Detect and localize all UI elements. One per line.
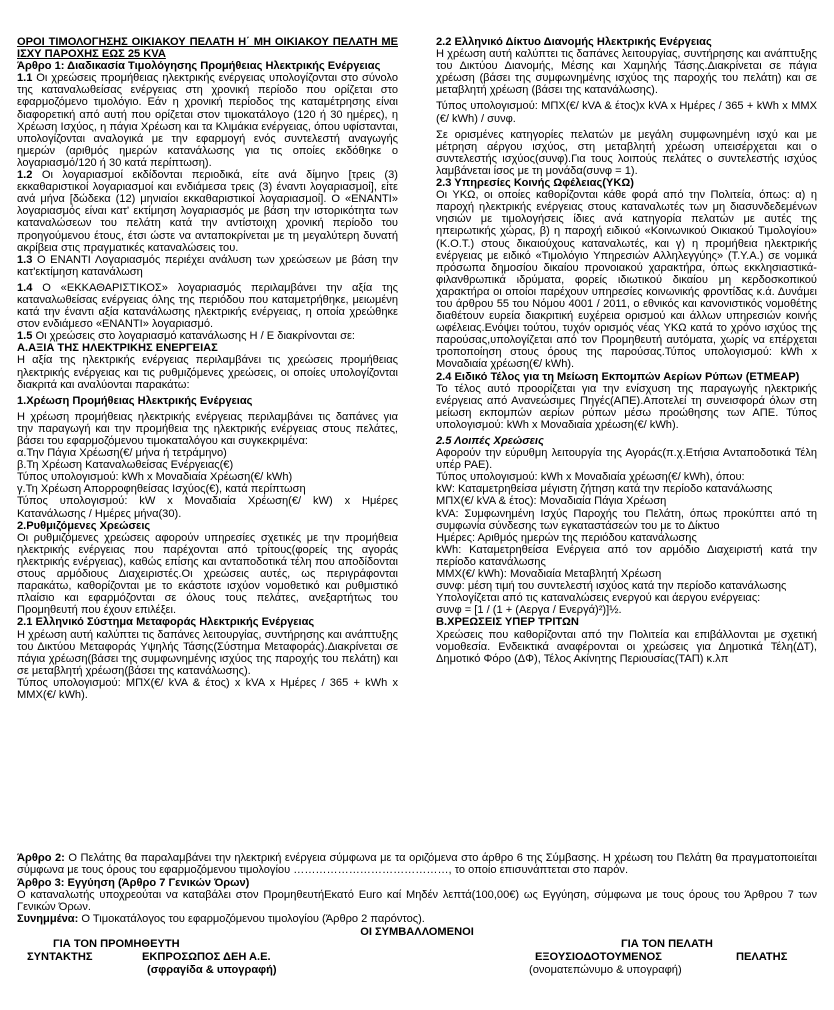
definition-kva: kVA: Συμφωνημένη Ισχύς Παροχής του Πελάτη, όπως προκύπτει από τη συμφωνία σύνδεσης των εγκαταστάσεών του με το Δίκτυο — [436, 507, 817, 532]
author-label: ΣΥΝΤΑΚΤΗΣ — [27, 951, 93, 964]
paragraph-1-2 — [17, 169, 398, 254]
distribution-formula: Τύπος υπολογισμού: ΜΠΧ(€/ kVA & έτος)x kVA x Ημέρες / 365 + kWh x ΜΜΧ (€/ kWh) / συνφ. — [436, 100, 817, 125]
distribution-note: Σε ορισμένες κατηγορίες πελατών με μεγάλη συμφωνημένη ισχύ και με μέτρηση αέργου ισχύος, στη μεταβλητή χρέωση υπεισέρχεται και ο συντελεστής ισχύος(συνφ).Για τους λοιπούς πελάτες ο συντελεστής ισχύος λαμβάνεται ίσος με τη μονάδα(συνφ = 1). — [436, 128, 817, 177]
paragraph-text: Ο ΕΝΑΝΤΙ Λογαριασμός περιέχει ανάλυση των χρεώσεων με βάση την κατ'εκτίμηση κατανάλωση — [17, 253, 398, 278]
for-supplier-label: ΓΙΑ ΤΟΝ ΠΡΟΜΗΘΕΥΤΗ — [53, 938, 180, 951]
energy-formula-line: Τύπος υπολογισμού: kWh x Μοναδιαία Χρέωση(€/ kWh) — [17, 471, 293, 484]
paragraph-number: 1.3 — [17, 253, 33, 266]
document-title: ΟΡΟΙ ΤΙΜΟΛΟΓΗΣΗΣ ΟΙΚΙΑΚΟΥ ΠΕΛΑΤΗ Η΄ ΜΗ ΟΙΚΙΑΚΟΥ ΠΕΛΑΤΗ ΜΕ ΙΣΧΥ ΠΑΡΟΧΗΣ ΕΩΣ 25 KVA — [17, 36, 398, 61]
regulated-charges-text: Οι ρυθμιζόμενες χρεώσεις αφορούν υπηρεσίες σχετικές με την προμήθεια ηλεκτρικής ενέργειας που παρέχονται από τρίτους(φορείς της αγοράς ηλεκτρικής ενέργειας), καθώς επίσης και ανταποδοτικά τέλη που αποδίδονται στους αρμόδιους Διαχειριστές.Οι χρεώσεις αυτές, ως περιγράφονται παρακάτω, καθορίζονται με το εκάστοτε ισχύον νομοθετικό και ρυθμιστικό πλαίσιο και εφαρμόζονται σε όλους τους πελάτες, ανεξαρτήτως του Προμηθευτή που έχουν επιλέξει. — [17, 531, 398, 617]
paragraph-1-1 — [17, 72, 398, 169]
regulated-charges-heading: 2.Ρυθμιζόμενες Χρεώσεις — [17, 519, 151, 532]
right-column — [436, 36, 817, 665]
paragraph-text: Οι λογαριασμοί εκδίδονται περιοδικά, είτε ανά δίμηνο [τρεις (3) εκκαθαριστικοί λογαριασμοί και ενδιάμεσα τρεις (3) έναντι λογαριασμοί], είτε ανά μήνα [δώδεκα (12) μηνιαίοι εκκαθαριστικοί λογαριασμοί]. Ο «ΕΝΑΝΤΙ» λογαριασμός είναι κατ' εκτίμηση λογαριασμός με βάση την ιστορικότητα των καταναλώσεων του πελάτη κατά την αντίστοιχη χρονική περίοδο του προηγούμενου έτους, έτσι ώστε να ανταποκρίνεται με τη μεγαλύτερη δυνατή ακρίβεια στις πραγματικές καταναλώσεις του. — [17, 169, 398, 254]
paragraph-number: 1.4 — [17, 281, 33, 294]
signature-headers — [17, 938, 817, 951]
supply-charge-text: Η χρέωση προμήθειας ηλεκτρικής ενέργειας περιλαμβάνει τις δαπάνες για την παραγωγή και την προμήθεια της ηλεκτρικής ενέργειας στους πελάτες, βάσει του εφαρμοζόμενου τιμοκαταλόγου και συγκεκριμένα: — [17, 410, 398, 447]
signature-roles — [17, 951, 817, 964]
attachments — [17, 913, 817, 925]
definition-mmx: ΜΜΧ(€/ kWh): Μοναδιαία Μεταβλητή Χρέωση — [436, 568, 662, 581]
other-charges-text: Αφορούν την εύρυθμη λειτουργία της Αγοράς(π.χ.Ετήσια Ανταποδοτικά Τέλη υπέρ ΡΑΕ). — [436, 447, 817, 472]
transmission-heading: 2.1 Ελληνικό Σύστημα Μεταφοράς Ηλεκτρικής Ενέργειας — [17, 616, 315, 629]
distribution-heading: 2.2 Ελληνικό Δίκτυο Διανομής Ηλεκτρικής Ενέργειας — [436, 36, 712, 48]
energy-charge-line: β.Τη Χρέωση Καταναλωθείσας Ενέργειας(€) — [17, 459, 234, 472]
stamp-signature-note: (σφραγίδα & υπογραφή) — [147, 964, 277, 977]
paragraph-number: 1.2 — [17, 169, 33, 182]
attachments-text: Ο Τιμοκατάλογος του εφαρμοζόμενου τιμολογίου (Άρθρο 2 παρόντος). — [78, 913, 425, 926]
paragraph-1-4 — [17, 282, 398, 330]
section-a-text: Η αξία της ηλεκτρικής ενέργειας περιλαμβάνει τις χρεώσεις προμήθειας ηλεκτρικής ενέργειας και τις ρυθμιζόμενες χρεώσεις, οι οποίες υπολογίζονται διακριτά και αναλύονται παρακάτω: — [17, 354, 398, 391]
article-3-heading: Άρθρο 3: Εγγύηση (Άρθρο 7 Γενικών Όρων) — [17, 876, 250, 889]
public-service-heading: 2.3 Υπηρεσίες Κοινής Ωφέλειας(ΥΚΩ) — [436, 177, 634, 190]
other-charges-formula: Τύπος υπολογισμού: kWh x Μοναδιαία χρέωση(€/ kWh), όπου: — [436, 471, 745, 484]
power-charge-line: γ.Τη Χρέωση Απορροφηθείσας Ισχύος(€), κατά περίπτωση — [17, 483, 306, 496]
customer-label: ΠΕΛΑΤΗΣ — [736, 951, 788, 964]
name-signature-note: (ονοματεπώνυμο & υπογραφή) — [529, 964, 682, 977]
other-charges-heading: 2.5 Λοιπές Χρεώσεις — [436, 435, 544, 447]
paragraph-1-3 — [17, 254, 398, 278]
section-a-heading: Α.ΑΞΙΑ ΤΗΣ ΗΛΕΚΤΡΙΚΗΣ ΕΝΕΡΓΕΙΑΣ — [17, 342, 218, 355]
article-2-text: Ο Πελάτης θα παραλαμβάνει την ηλεκτρική ενέργεια σύμφωνα με τα οριζόμενα στο άρθρο 6 της Σύμβασης. Η χρέωση του Πελάτη θα πραγματοποιείται σύμφωνα με τους όρους του εφαρμοζόμενου τιμολογίου ……………………………………, το οποίο επισυνάπτεται στο παρόν. — [17, 852, 817, 877]
for-customer-label: ΓΙΑ ΤΟΝ ΠΕΛΑΤΗ — [621, 938, 713, 951]
contract-footer — [17, 852, 817, 977]
dei-representative-label: ΕΚΠΡΟΣΩΠΟΣ ΔΕΗ Α.Ε. — [142, 951, 271, 964]
transmission-formula: Τύπος υπολογισμού: ΜΠΧ(€/ kVA & έτος) x kVA x Ημέρες / 365 + kWh x ΜΜΧ(€/ kWh). — [17, 676, 398, 701]
paragraph-number: 1.5 — [17, 330, 33, 343]
signature-notes — [17, 964, 817, 977]
paragraph-number: 1.1 — [17, 72, 33, 85]
definition-days: Ημέρες: Αριθμός ημερών της περιόδου κατανάλωσης — [436, 531, 697, 544]
distribution-text: Η χρέωση αυτή καλύπτει τις δαπάνες λειτουργίας, συντήρησης και ανάπτυξης του Δικτύου Διανομής, Μέσης και Χαμηλής Τάσης.Διακρίνεται σε πάγια χρέωση (βάσει της συμφωνημένης ισχύος της παροχής του πελάτη) και σε μεταβλητή χρέωση (βάσει της κατανάλωσης). — [436, 48, 817, 97]
paragraph-text: Οι χρεώσεις στο λογαριασμό κατανάλωσης Η / Ε διακρίνονται σε: — [32, 330, 355, 343]
definition-power-factor: συνφ: μέση τιμή του συντελεστή ισχύος κατά την περίοδο κατανάλωσης — [436, 580, 787, 593]
definition-kw: kW: Καταμετρηθείσα μέγιστη ζήτηση κατά την περίοδο κατανάλωσης — [436, 483, 773, 496]
power-formula-line: Τύπος υπολογισμού: kW x Μοναδιαία Χρέωση(€/ kW) x Ημέρες Κατανάλωσης / Ημέρες μήνα(30). — [17, 495, 398, 520]
definition-power-factor-calc: Υπολογίζεται από τις καταναλώσεις ενεργού και άεργου ενέργειας: — [436, 592, 761, 605]
emissions-fee-text: Το τέλος αυτό προορίζεται για την ενίσχυση της παραγωγής ηλεκτρικής ενέργειας από Ανανεώσιμες Πηγές(ΑΠΕ).Αποτελεί τη συνεισφορά όλων στη μείωση εκπομπών αερίων ρύπων μέσω προώθησης των ΑΠΕ. Τύπος υπολογισμού: kWh x Μοναδιαία χρέωση(€/ kWh). — [436, 382, 817, 431]
section-b-text: Χρεώσεις που καθορίζονται από την Πολιτεία και επιβάλλονται με σχετική νομοθεσία. Ενδεικτικά αναφέρονται οι χρεώσεις για Δημοτικά Τέλη(ΔΤ), Δημοτικό Φόρο (ΔΦ), Τέλος Ακίνητης Περιουσίας(ΤΑΠ) κ.λπ — [436, 628, 817, 665]
paragraph-1-5 — [17, 330, 398, 342]
supply-charge-heading: 1.Χρέωση Προμήθειας Ηλεκτρικής Ενέργειας — [17, 394, 253, 407]
definition-power-factor-formula: συνφ = [1 / (1 + (Αεργα / Ενεργά)²)]½. — [436, 604, 622, 617]
article-2 — [17, 852, 817, 877]
fixed-charge-line: α.Την Πάγια Χρέωση(€/ μήνα ή τετράμηνο) — [17, 447, 227, 460]
article-2-label: Άρθρο 2: — [17, 852, 65, 864]
article-1-heading: Άρθρο 1: Διαδικασία Τιμολόγησης Προμήθειας Ηλεκτρικής Ενέργειας — [17, 60, 381, 73]
article-3-text: Ο καταναλωτής υποχρεούται να καταβάλει στον ΠρομηθευτήΕκατό Euro καί Μηδέν λεπτά(100,00€) ως Εγγύηση, σύμφωνα με τους όρους του Άρθρου 7 των Γενικών Όρων. — [17, 888, 817, 914]
paragraph-text: Οι χρεώσεις προμήθειας ηλεκτρικής ενέργειας υπολογίζονται στο σύνολο της καταναλωθείσας ενέργειας στη χρονική περίοδο που ορίζεται στο εφαρμοζόμενο τιμολόγιο. Εάν η χρονική περίοδος της καταμέτρησης είναι διαφορετική από αυτή που ορίζεται στον τιμοκατάλογο (120 ή 30 ημέρες), η Χρέωση Ισχύος, η πάγια Χρέωση και τα Κλιμάκια ενέργειας, όπου υφίστανται, υπολογίζονται αναλογικά με την εφαρμογή ενός συντελεστή αναγωγής ημερών (αριθμός ημερών κατανάλωσης για τις οποίες εκδόθηκε ο λογαριασμό/120 ή 30 κατά περίπτωση). — [17, 72, 398, 169]
parties-title: ΟΙ ΣΥΜΒΑΛΛΟΜΕΝΟΙ — [360, 925, 474, 938]
attachments-label: Συνημμένα: — [17, 913, 79, 926]
definition-kwh: kWh: Καταμετρηθείσα Ενέργεια από τον αρμόδιο Διαχειριστή κατά την περίοδο κατανάλωσης — [436, 543, 817, 568]
emissions-fee-heading: 2.4 Ειδικό Τέλος για τη Μείωση Εκπομπών Αερίων Ρύπων (ΕΤΜΕΑΡ) — [436, 370, 800, 383]
authorized-label: ΕΞΟΥΣΙΟΔΟΤΟΥΜΕΝΟΣ — [535, 951, 662, 964]
paragraph-text: Ο «ΕΚΚΑΘΑΡΙΣΤΙΚΟΣ» λογαριασμός περιλαμβάνει την αξία της καταναλωθείσας ενέργειας όλης της περιόδου που καταμετρήθηκε, μειωμένη κατά την έναντι αξία κατανάλωσης ηλεκτρικής ενέργειας, η οποία χρεώθηκε στον ενδιάμεσο «ΕΝΑΝΤΙ» λογαριασμό. — [17, 281, 398, 331]
public-service-text: Οι ΥΚΩ, οι οποίες καθορίζονται κάθε φορά από την Πολιτεία, όπως: α) η παροχή ηλεκτρικής ενέργειας στους καταναλωτές των μη διασυνδεδεμένων νησιών με τιμολογήσεις ίδιες ανά κατηγορία πελατών με αυτές της ηπειρωτικής χώρας, β) η παροχή ειδικού «Κοινωνικού Οικιακού Τιμολογίου» (Κ.Ο.Τ.) στους δικαιούχους καταναλωτές, και γ) η προμήθεια ηλεκτρικής ενέργειας με ειδικό «Τιμολόγιο Υπηρεσιών Αλληλεγγύης» (Τ.Υ.Α.) σε νομικά πρόσωπα δημοσίου δικαίου προνοιακού χαρακτήρα, όπως εκκλησιαστικά-φιλανθρωπικά ιδρύματα, φορείς ιδιωτικού δικαίου μη κερδοσκοπικού χαρακτήρα οι οποίοι παρέχουν υπηρεσίες κοινωνικής φροντίδας κ.ά. Δυνάμει του άρθρου 55 του Νόμου 4001 / 2011, ο εθνικός και κανονιστικός νομοθέτης διαθέτουν ευρεία διακριτική ευχέρεια ορισμού και άλλων υπηρεσιών κοινής ωφέλειας.Ενόψει τούτου, τυχόν ορισμός νέας ΥΚΩ κατά το χρόνο ισχύος της παρούσας,υπολογίζεται από τον Προμηθευτή αυτόματα, χωρίς να επέρχεται τροποποίηση στους όρους της παρούσας.Τύπος υπολογισμού: kWh x Μοναδιαία χρέωση(€/ kWh). — [436, 189, 817, 371]
definition-mpx: ΜΠΧ(€/ kVA & έτος): Μοναδιαία Πάγια Χρέωση — [436, 495, 667, 508]
transmission-text: Η χρέωση αυτή καλύπτει τις δαπάνες λειτουργίας, συντήρησης και ανάπτυξης του Δικτύου Μεταφοράς Υψηλής Τάσης(Σύστημα Μεταφοράς).Διακρίνεται σε πάγια χρέωση(βάσει της συμφωνημένης ισχύος της παροχής του πελάτη) και σε μεταβλητή χρέωση(βάσει της κατανάλωσης). — [17, 628, 398, 677]
section-b-heading: Β.ΧΡΕΩΣΕΙΣ ΥΠΕΡ ΤΡΙΤΩΝ — [436, 616, 579, 629]
left-column — [17, 36, 398, 701]
